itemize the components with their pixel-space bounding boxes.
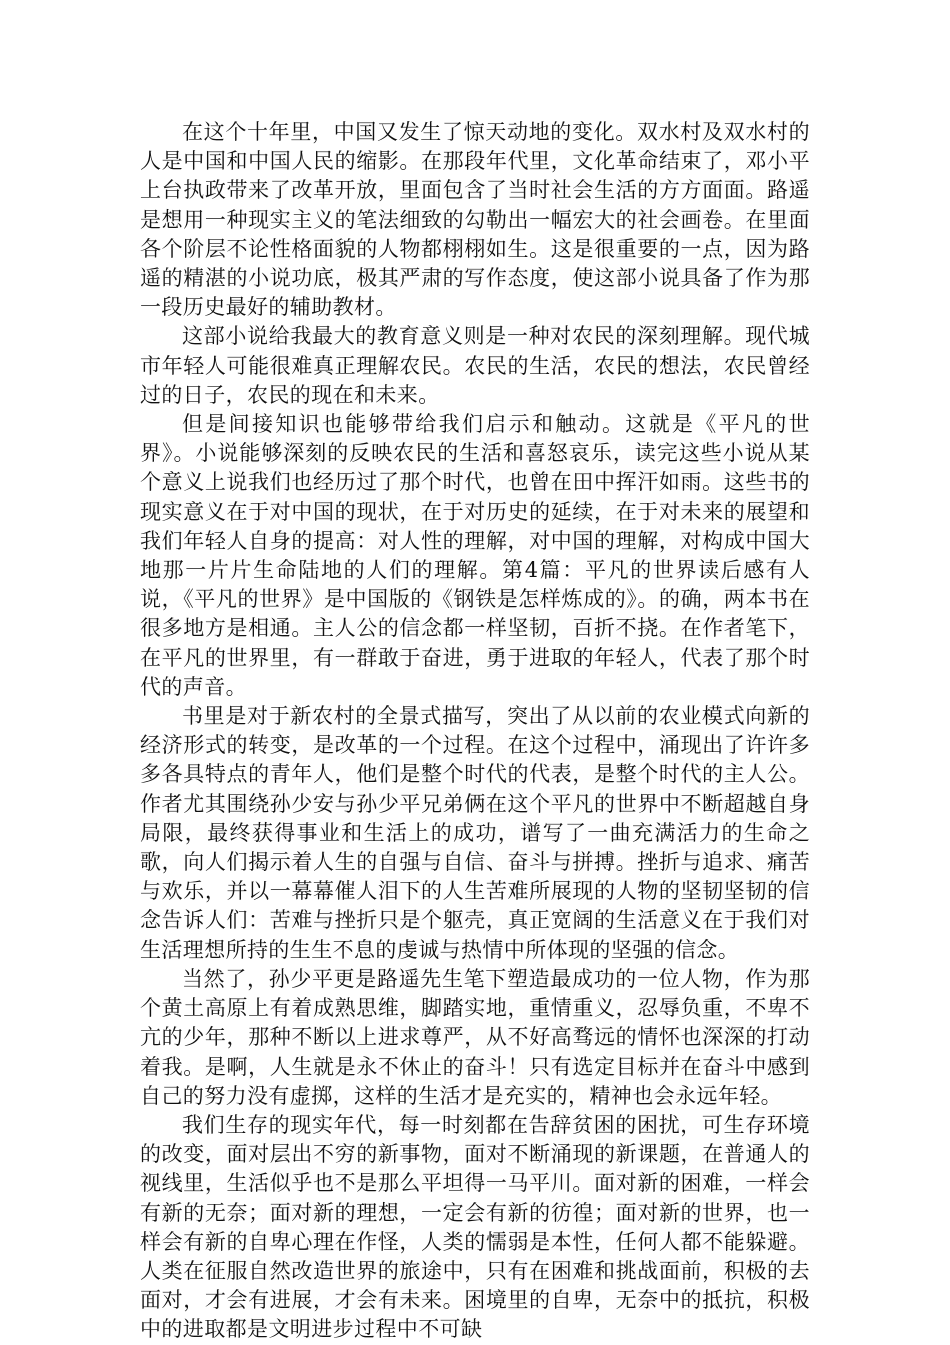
- paragraph-3: 但是间接知识也能够带给我们启示和触动。这就是《平凡的世界》。小说能够深刻的反映农民的生活和喜怒哀乐，读完这些小说从某个意义上说我们也经历过了那个时代，也曾在田中挥汗如雨。这些书的现实意义在于对中国的现状，在于对历史的延续，在于对未来的展望和我们年轻人自身的提高：对人性的理解，对中国的理解，对构成中国大地那一片片生命陆地的人们的理解。第4篇：平凡的世界读后感有人说，《平凡的世界》是中国版的《钢铁是怎样炼成的》。的确，两本书在很多地方是相通。主人公的信念都一样坚韧，百折不挠。在作者笔下，在平凡的世界里，有一群敢于奋进，勇于进取的年轻人，代表了那个时代的声音。: [140, 412, 810, 699]
- paragraph-5: 当然了，孙少平更是路遥先生笔下塑造最成功的一位人物，作为那个黄土高原上有着成熟思维，脚踏实地，重情重义，忍辱负重，不卑不亢的少年，那种不断以上进求尊严，从不好高骛远的情怀也深深的打动着我。是啊，人生就是永不休止的奋斗！只有选定目标并在奋斗中感到自己的努力没有虚掷，这样的生活才是充实的，精神也会永远年轻。: [140, 966, 810, 1108]
- paragraph-1: 在这个十年里，中国又发生了惊天动地的变化。双水村及双水村的人是中国和中国人民的缩影。在那段年代里，文化革命结束了，邓小平上台执政带来了改革开放，里面包含了当时社会生活的方方面面。路遥是想用一种现实主义的笔法细致的勾勒出一幅宏大的社会画卷。在里面各个阶层不论性格面貌的人物都栩栩如生。这是很重要的一点，因为路遥的精湛的小说功底，极其严肃的写作态度，使这部小说具备了作为那一段历史最好的辅助教材。: [140, 120, 810, 320]
- paragraph-4: 书里是对于新农村的全景式描写，突出了从以前的农业模式向新的经济形式的转变，是改革的一个过程。在这个过程中，涌现出了许许多多各具特点的青年人，他们是整个时代的代表，是整个时代的主人公。作者尤其围绕孙少安与孙少平兄弟俩在这个平凡的世界中不断超越自身局限，最终获得事业和生活上的成功，谱写了一曲充满活力的生命之歌，向人们揭示着人生的自强与自信、奋斗与拼搏。挫折与追求、痛苦与欢乐，并以一幕幕催人泪下的人生苦难所展现的人物的坚韧坚韧的信念告诉人们：苦难与挫折只是个躯壳，真正宽阔的生活意义在于我们对生活理想所持的生生不息的虔诚与热情中所体现的坚强的信念。: [140, 704, 810, 962]
- paragraph-2: 这部小说给我最大的教育意义则是一种对农民的深刻理解。现代城市年轻人可能很难真正理解农民。农民的生活，农民的想法，农民曾经过的日子，农民的现在和未来。: [140, 324, 810, 407]
- document-page: [140, 118, 810, 1345]
- paragraph-6: 我们生存的现实年代，每一时刻都在告辞贫困的困扰，可生存环境的改变，面对层出不穷的新事物，面对不断涌现的新课题，在普通人的视线里，生活似乎也不是那么平坦得一马平川。面对新的困难，一样会有新的无奈；面对新的理想，一定会有新的彷徨；面对新的世界，也一样会有新的自卑心理在作怪，人类的懦弱是本性，任何人都不能躲避。人类在征服自然改造世界的旅途中，只有在困难和挑战面前，积极的去面对，才会有进展，才会有未来。困境里的自卑，无奈中的抵抗，积极中的进取都是文明进步过程中不可缺: [140, 1112, 810, 1342]
